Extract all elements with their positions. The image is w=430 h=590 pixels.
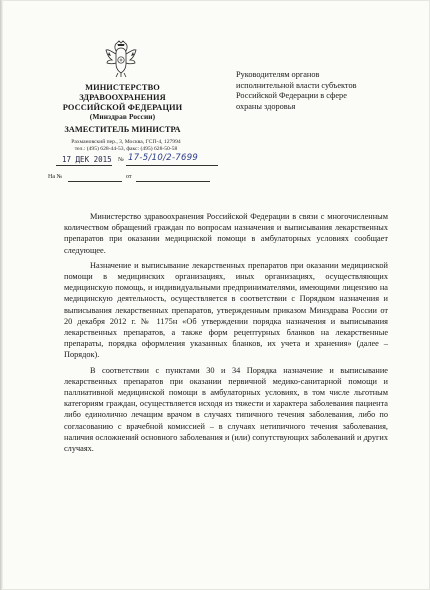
body-paragraph: В соответствии с пунктами 30 и 34 Порядка назначение и выписывание лекарственных препаратов при оказании первичной медико-санитарной помощи и паллиативной медицинской помощи в амбулаторных условиях, в том числе льготным категориям граждан, осуществляется исходя из тяжести и характера заболевания пациента либо единолично лечащим врачом в случаях типичного течения заболевания, либо по согласованию с врачебной комиссией – в случаях нетипичного течения заболевания, наличия осложнений основного заболевания и (или) сопутствующих заболеваний и других случаях. (64, 365, 388, 454)
deputy-minister-title: ЗАМЕСТИТЕЛЬ МИНИСТРА (64, 125, 181, 134)
scan-edge (0, 0, 3, 590)
reference-date-label: от (126, 174, 132, 180)
letter-body (64, 211, 388, 454)
addressee-line: исполнительной власти субъектов (236, 80, 357, 90)
reference-number-underline (68, 181, 122, 182)
reference-field (46, 174, 218, 184)
ministry-line: РОССИЙСКОЙ ФЕДЕРАЦИИ (62, 102, 183, 112)
address-phone-line: тел.: (495) 628-44-53, факс: (495) 628-50-58 (74, 146, 178, 153)
reference-date-underline (136, 181, 210, 182)
addressee-line: охраны здоровья (236, 101, 296, 111)
ministry-line: МИНИСТЕРСТВО (85, 83, 160, 92)
ministry-abbreviation: (Минздрав России) (89, 112, 156, 122)
body-paragraph: Назначение и выписывание лекарственных препаратов при оказании медицинской помощи в медицинских организациях, иных организациях, осуществляющих медицинскую помощь, и индивидуальными предпринимателями, имеющими лицензию на медицинскую деятельность, осуществляется в соответствии с Порядком назначения и выписывания лекарственных препаратов, утвержденным приказом Минздрава России от 20 декабря 2012 г. № 1175н «Об утверждении порядка назначения и выписывания лекарственных препаратов, а также форм рецептурных бланков на лекарственные препараты, порядка оформления указанных бланков, их учета и хранения» (далее – Порядок). (64, 260, 388, 360)
registration-number-handwritten: 17-5/10/2-7699 (128, 153, 199, 163)
number-underline (126, 165, 218, 166)
ministry-address (46, 139, 206, 153)
body-paragraph: Министерство здравоохранения Российской Федерации в связи с многочисленным количеством обращений граждан по вопросам назначения и выписывания лекарственных препаратов при оказании медицинской помощи в амбулаторных условиях сообщает следующее. (64, 212, 388, 255)
ministry-name-block (30, 83, 215, 122)
addressee-block (236, 70, 406, 112)
date-underline (56, 165, 112, 166)
reference-number-label: На № (48, 174, 63, 180)
eagle-emblem-icon (104, 40, 138, 78)
addressee-line: Руководителям органов (236, 70, 320, 79)
address-line: Рахмановский пер., 3, Москва, ГСП-4, 127994 (71, 139, 181, 145)
registration-date-stamp: 17 ДЕК 2015 (62, 155, 112, 164)
ministry-line: ЗДРАВООХРАНЕНИЯ (79, 92, 166, 102)
number-label: № (118, 157, 124, 163)
registration-date-number (46, 153, 218, 168)
addressee-line: Российской Федерации в сфере (236, 91, 347, 101)
